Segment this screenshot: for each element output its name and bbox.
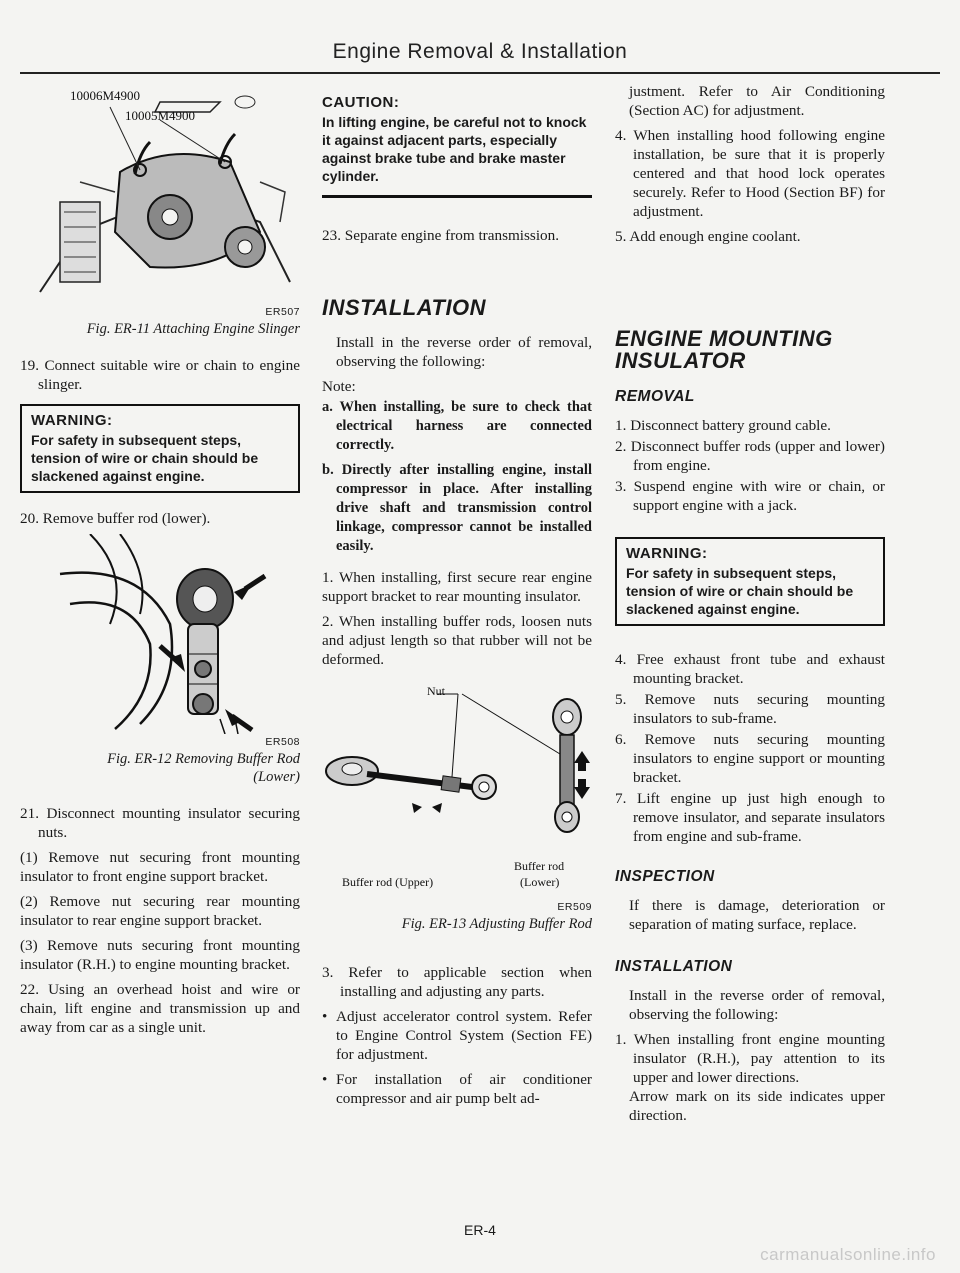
- fig12-caption-line1: Fig. ER-12 Removing Buffer Rod: [107, 751, 300, 767]
- warning-body: For safety in subsequent steps, tension of wire or chain should be slackened against engine.: [31, 432, 259, 484]
- fig13-caption: Fig. ER-13 Adjusting Buffer Rod: [401, 916, 592, 932]
- continued-text: justment. Refer to Air Conditioning (Section AC) for adjustment.: [629, 83, 885, 119]
- step-20: 20. Remove buffer rod (lower).: [20, 510, 211, 527]
- install-step-3: 3. Refer to applicable section when installing and adjusting any parts.: [322, 964, 592, 1000]
- install-step-5: 5. Add enough engine coolant.: [615, 228, 801, 245]
- removal-step-5: 5. Remove nuts securing mounting insulators to sub-frame.: [615, 691, 885, 727]
- step-22: 22. Using an overhead hoist and wire or chain, lift engine and transmission up and away from car as a single unit.: [20, 981, 300, 1036]
- note-b: b. Directly after installing engine, install compressor in place. After installing drive shaft and transmission control linkage, compressor cannot be installed easily.: [322, 462, 592, 554]
- watermark: carmanualsonline.info: [760, 1245, 936, 1264]
- page-header-title: Engine Removal & Installation: [332, 40, 628, 63]
- installation-subheading: INSTALLATION: [615, 958, 733, 975]
- removal-step-4: 4. Free exhaust front tube and exhaust mounting bracket.: [615, 651, 885, 687]
- caution-title: CAUTION:: [322, 94, 400, 111]
- fig11-label-part-a: 10006M4900: [70, 88, 141, 103]
- warning-title: WARNING:: [31, 412, 113, 429]
- install-step-4: 4. When installing hood following engine installation, be sure that it is properly centered and that hood lock operates securely. Refer to Hood (Section BF) for adjustment.: [615, 127, 885, 220]
- note-label: Note:: [322, 378, 356, 395]
- removal-heading: REMOVAL: [615, 388, 695, 405]
- fig12-caption-line2: (Lower): [253, 769, 300, 785]
- install-step-1: 1. When installing, first secure rear engine support bracket to rear mounting insulator.: [322, 569, 592, 605]
- warning-box-right: [615, 537, 885, 626]
- removal-step-3: 3. Suspend engine with wire or chain, or support engine with a jack.: [615, 478, 885, 514]
- install-step-2: 2. When installing buffer rods, loosen nuts and adjust length so that rubber will not be deformed.: [322, 613, 592, 668]
- figure-er13: [322, 679, 592, 859]
- fig12-code: ER508: [265, 736, 300, 748]
- step-23: 23. Separate engine from transmission.: [322, 227, 560, 244]
- removal-step-7: 7. Lift engine up just high enough to remove insulator, and separate insulators from engine and sub-frame.: [615, 790, 885, 845]
- bullet-accelerator: • Adjust accelerator control system. Refer to Engine Control System (Section FE) for adjustment.: [322, 1007, 592, 1064]
- caution-box: [322, 90, 592, 198]
- step-21-1: (1) Remove nut securing front mounting insulator to front engine support bracket.: [20, 849, 300, 885]
- step-21: 21. Disconnect mounting insulator securing nuts.: [20, 805, 300, 841]
- removal-step-1: 1. Disconnect battery ground cable.: [615, 417, 831, 434]
- step-21-3: (3) Remove nuts securing front mounting insulator (R.H.) to engine mounting bracket.: [20, 937, 300, 973]
- fig13-label-lower-1: Buffer rod: [514, 859, 565, 873]
- column-left: [20, 82, 300, 1043]
- mount-install-step-1-cont: Arrow mark on its side indicates upper direction.: [629, 1088, 885, 1124]
- install-intro-right: Install in the reverse order of removal, observing the following:: [629, 987, 885, 1023]
- inspection-text: If there is damage, deterioration or separation of mating surface, replace.: [629, 897, 885, 933]
- column-right: [615, 82, 885, 1131]
- fig13-label-lower-2: (Lower): [520, 875, 560, 889]
- step-21-2: (2) Remove nut securing rear mounting insulator to rear engine support bracket.: [20, 893, 300, 929]
- step-19: 19. Connect suitable wire or chain to engine slinger.: [20, 357, 300, 393]
- fig11-label-part-b: 10005M4900: [125, 108, 196, 123]
- page-number: ER-4: [464, 1222, 496, 1238]
- engine-mounting-heading-line2: INSULATOR: [615, 348, 746, 373]
- column-middle: [322, 82, 592, 1114]
- caution-body: In lifting engine, be careful not to knock it against adjacent parts, especially against brake tube and brake master cylinder.: [322, 114, 587, 184]
- figure-er12: [20, 534, 300, 734]
- note-a: a. When installing, be sure to check that electrical harness are connected correctly.: [322, 399, 592, 453]
- fig13-labels: [322, 859, 592, 895]
- warning-body-right: For safety in subsequent steps, tension of wire or chain should be slackened against engine.: [626, 565, 854, 617]
- inspection-heading: INSPECTION: [615, 868, 715, 885]
- engine-mounting-heading-line1: ENGINE MOUNTING: [615, 326, 833, 351]
- buffer-rod-lower-illustration: [20, 534, 300, 734]
- installation-heading: INSTALLATION: [322, 295, 487, 320]
- bullet-air-conditioner: • For installation of air conditioner compressor and air pump belt ad-: [322, 1070, 592, 1108]
- install-intro: Install in the reverse order of removal, observing the following:: [336, 334, 592, 370]
- fig11-caption: Fig. ER-11 Attaching Engine Slinger: [86, 321, 300, 337]
- fig13-label-nut: Nut: [427, 684, 445, 698]
- removal-step-2: 2. Disconnect buffer rods (upper and lower) from engine.: [615, 438, 885, 474]
- figure-er11: [20, 82, 300, 304]
- buffer-rod-adjust-illustration: [322, 679, 592, 859]
- removal-step-6: 6. Remove nuts securing mounting insulators to engine support or mounting bracket.: [615, 731, 885, 786]
- header-rule: [20, 72, 940, 74]
- warning-box-left: [20, 404, 300, 493]
- mount-install-step-1: 1. When installing front engine mounting insulator (R.H.), pay attention to its upper and lower directions.: [615, 1031, 885, 1086]
- fig13-label-upper: Buffer rod (Upper): [342, 875, 434, 889]
- fig13-code: ER509: [557, 901, 592, 913]
- fig11-code: ER507: [265, 306, 300, 318]
- warning-title-right: WARNING:: [626, 545, 708, 562]
